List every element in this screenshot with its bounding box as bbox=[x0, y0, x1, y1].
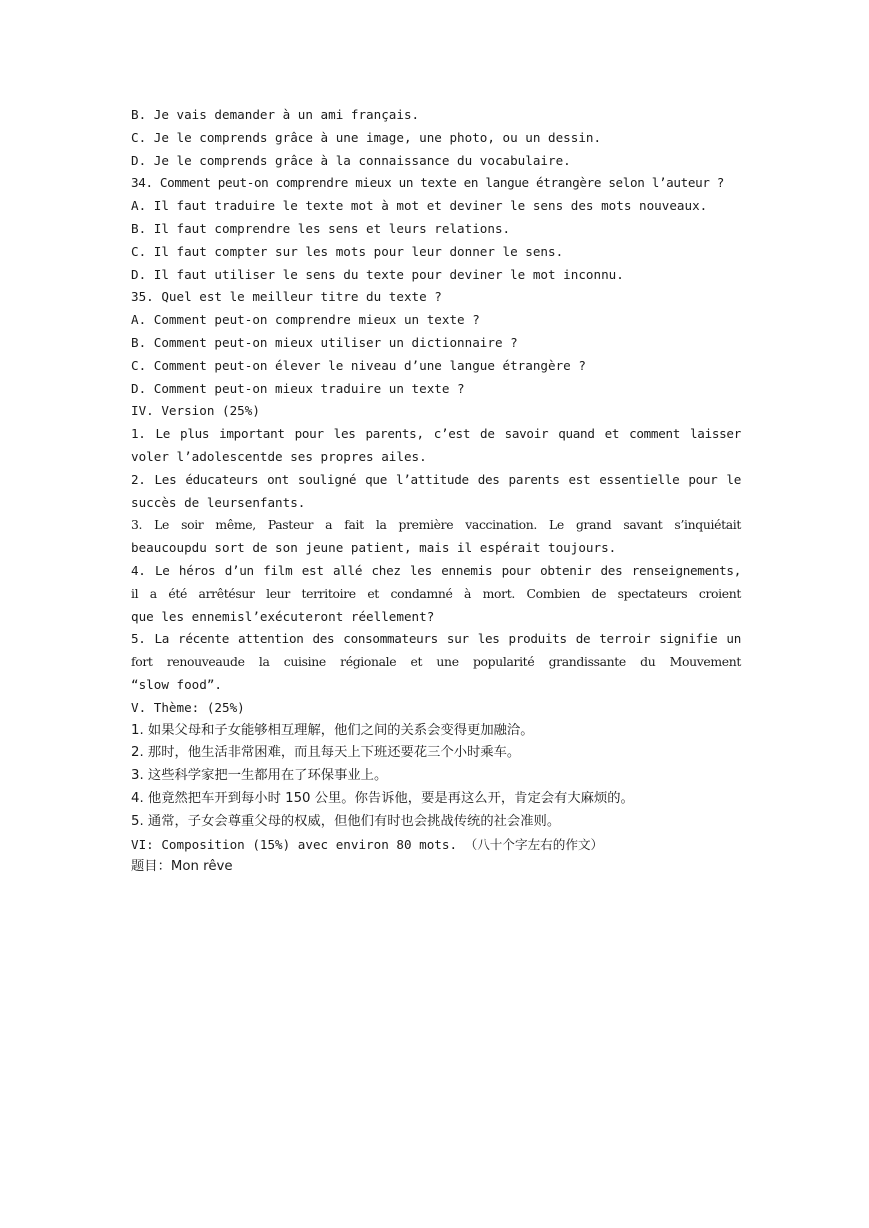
option-34-d: D. Il faut utiliser le sens du texte pour deviner le mot inconnu. bbox=[131, 266, 624, 282]
option-34-a: A. Il faut traduire le texte mot à mot et deviner le sens des mots nouveaux. bbox=[131, 198, 708, 214]
option-35-b: B. Comment peut-on mieux utiliser un dictionnaire ? bbox=[131, 334, 518, 350]
version-2-line-2: succès de leursenfants. bbox=[131, 494, 306, 510]
composition-topic: 题目：Mon rêve bbox=[131, 859, 233, 875]
theme-4: 4. 他竟然把车开到每小时 150 公里。你告诉他，要是再这么开，肯定会有大麻烦的。 bbox=[131, 790, 634, 806]
section-iv-heading: IV. Version (25%) bbox=[131, 403, 260, 419]
version-1-line-1: 1. Le plus important pour les parents, c’est de savoir quand et comment laisser bbox=[131, 426, 741, 442]
option-33-b: B. Je vais demander à un ami français. bbox=[131, 107, 420, 122]
option-35-d: D. Comment peut-on mieux traduire un texte ? bbox=[131, 380, 465, 396]
question-34: 34. Comment peut-on comprendre mieux un texte en langue étrangère selon l’auteur ? bbox=[131, 175, 725, 191]
option-35-a: A. Comment peut-on comprendre mieux un texte ? bbox=[131, 312, 480, 328]
question-35: 35. Quel est le meilleur titre du texte ? bbox=[131, 289, 442, 305]
option-35-c: C. Comment peut-on élever le niveau d’une langue étrangère ? bbox=[131, 357, 586, 373]
version-1-line-2: voler l’adolescentde ses propres ailes. bbox=[131, 448, 427, 464]
option-33-c: C. Je le comprends grâce à une image, une photo, ou un dessin. bbox=[131, 129, 602, 145]
version-3-line-1: 3. Le soir même, Pasteur a fait la première vaccination. Le grand savant s’inquiétait bbox=[131, 517, 741, 533]
version-5-line-1: 5. La récente attention des consommateurs sur les produits de terroir signifie un bbox=[131, 631, 741, 647]
theme-2: 2. 那时，他生活非常困难，而且每天上下班还要花三个小时乘车。 bbox=[131, 745, 521, 761]
section-v-heading: V. Thème: (25%) bbox=[131, 699, 245, 715]
theme-5: 5. 通常，子女会尊重父母的权威，但他们有时也会挑战传统的社会准则。 bbox=[131, 813, 561, 829]
theme-1: 1. 如果父母和子女能够相互理解，他们之间的关系会变得更加融洽。 bbox=[131, 722, 534, 738]
version-5-line-2: fort renouveaude la cuisine régionale et une popularité grandissante du Mouvement bbox=[131, 654, 741, 670]
document-body bbox=[131, 104, 741, 879]
version-2-line-1: 2. Les éducateurs ont souligné que l’attitude des parents est essentielle pour le bbox=[131, 471, 741, 487]
section-vi-heading: VI: Composition (15%) avec environ 80 mots. （八十个字左右的作文） bbox=[131, 836, 604, 852]
option-34-b: B. Il faut comprendre les sens et leurs relations. bbox=[131, 220, 511, 236]
version-3-line-2: beaucoupdu sort de son jeune patient, mais il espérait toujours. bbox=[131, 540, 617, 556]
theme-3: 3. 这些科学家把一生都用在了环保事业上。 bbox=[131, 768, 388, 784]
option-34-c: C. Il faut compter sur les mots pour leur donner le sens. bbox=[131, 243, 564, 259]
version-4-line-3: que les ennemisl’exécuteront réellement? bbox=[131, 608, 435, 624]
option-33-d: D. Je le comprends grâce à la connaissance du vocabulaire. bbox=[131, 152, 571, 168]
version-4-line-1: 4. Le héros d’un film est allé chez les ennemis pour obtenir des renseignements, bbox=[131, 562, 741, 578]
version-5-line-3: “slow food”. bbox=[131, 676, 222, 692]
version-4-line-2: il a été arrêtésur leur territoire et condamné à mort. Combien de spectateurs croient bbox=[131, 585, 741, 601]
